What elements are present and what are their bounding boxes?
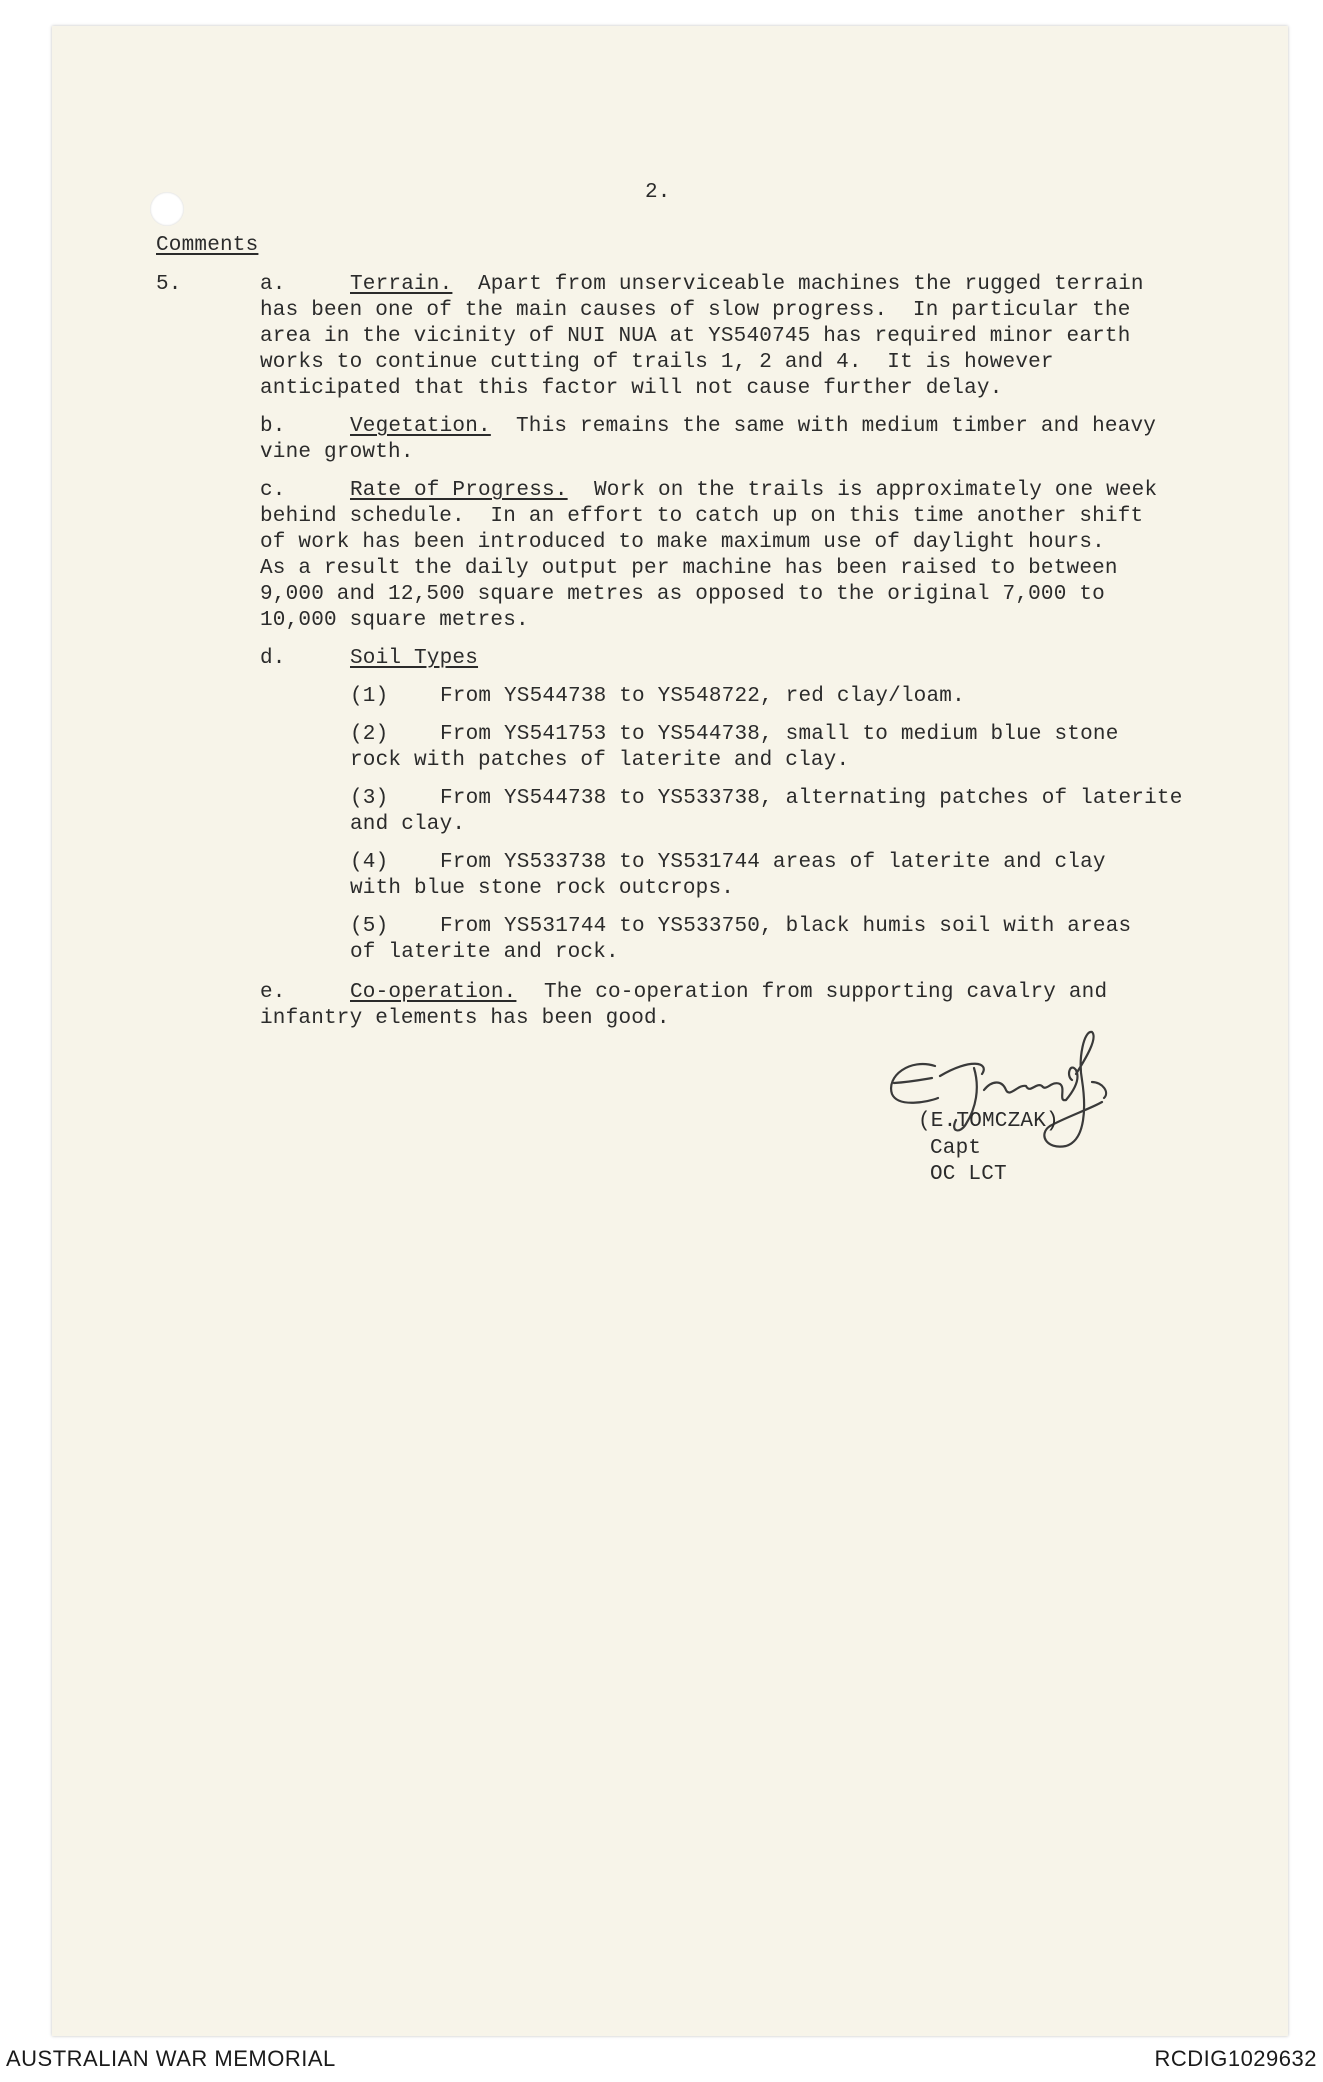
- item-e-title: Co-operation.: [350, 981, 517, 1004]
- item-a-letter: a.: [260, 273, 286, 296]
- punch-hole: [150, 192, 184, 226]
- soil-5-continued: of laterite and rock.: [350, 941, 619, 964]
- soil-3-number: (3): [350, 787, 389, 810]
- signatory-role: OC LCT: [930, 1163, 1007, 1186]
- soil-1-text: From YS544738 to YS548722, red clay/loam.: [440, 685, 965, 708]
- item-b-letter: b.: [260, 415, 286, 438]
- item-b-body: vine growth.: [260, 441, 414, 464]
- soil-2-number: (2): [350, 723, 389, 746]
- page-number: 2.: [645, 181, 671, 204]
- comments-heading: Comments: [156, 234, 259, 257]
- soil-2-continued: rock with patches of laterite and clay.: [350, 749, 850, 772]
- paragraph-number: 5.: [156, 273, 182, 296]
- item-c-first-line: Work on the trails is approximately one week: [594, 479, 1158, 502]
- soil-3-text: From YS544738 to YS533738, alternating patches of laterite: [440, 787, 1183, 810]
- item-a-title: Terrain.: [350, 273, 453, 296]
- item-e-first-line: The co-operation from supporting cavalry and: [544, 981, 1108, 1004]
- soil-2-text: From YS541753 to YS544738, small to medium blue stone: [440, 723, 1119, 746]
- item-a-body: has been one of the main causes of slow progress. In particular the area in the vicinity of NUI NUA at YS540745 has required minor earth works to continue cutting of trails 1, 2 and 4. It is however anticipated that this factor will not cause further delay.: [260, 299, 1131, 400]
- soil-5-number: (5): [350, 915, 389, 938]
- soil-4-text: From YS533738 to YS531744 areas of laterite and clay: [440, 851, 1106, 874]
- item-d-letter: d.: [260, 647, 286, 670]
- soil-4-continued: with blue stone rock outcrops.: [350, 877, 735, 900]
- item-b-first-line: This remains the same with medium timber and heavy: [516, 415, 1157, 438]
- footer-record-id: RCDIG1029632: [1154, 2046, 1317, 2071]
- soil-1-number: (1): [350, 685, 389, 708]
- item-d-title: Soil Types: [350, 647, 479, 670]
- signatory-name: (E.TOMCZAK): [918, 1110, 1059, 1133]
- soil-4-number: (4): [350, 851, 389, 874]
- footer-archive-name: AUSTRALIAN WAR MEMORIAL: [6, 2046, 336, 2071]
- soil-3-continued: and clay.: [350, 813, 466, 836]
- item-c-letter: c.: [260, 479, 286, 502]
- item-c-title: Rate of Progress.: [350, 479, 568, 502]
- item-e-body: infantry elements has been good.: [260, 1007, 670, 1030]
- signatory-rank: Capt: [930, 1137, 982, 1160]
- item-a-first-line: Apart from unserviceable machines the rugged terrain: [478, 273, 1144, 296]
- soil-5-text: From YS531744 to YS533750, black humis soil with areas: [440, 915, 1132, 938]
- item-e-letter: e.: [260, 981, 286, 1004]
- item-b-title: Vegetation.: [350, 415, 491, 438]
- handwritten-signature: [880, 1028, 1160, 1158]
- item-c-body: behind schedule. In an effort to catch up on this time another shift of work has been introduced to make maximum use of daylight hours. As a result the daily output per machine has been raised to between 9,000 and 12,500 square metres as opposed to the original 7,000 to 10,000 square metres.: [260, 505, 1144, 632]
